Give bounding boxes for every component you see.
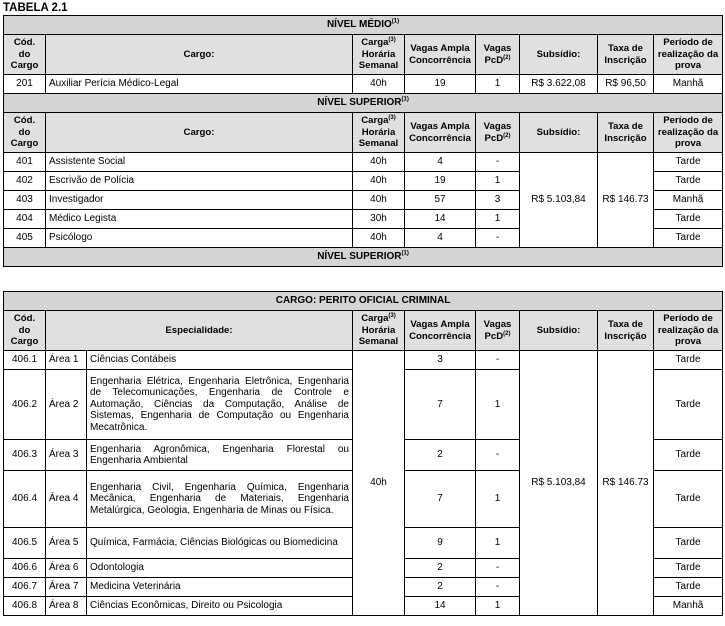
cell-ampla: 19	[405, 172, 476, 191]
cell-carga: 40h	[353, 153, 405, 172]
cell-periodo: Tarde	[654, 578, 723, 597]
table-title: TABELA 2.1	[3, 2, 68, 14]
cell-cod: 406.8	[4, 597, 46, 616]
cell-cod: 406.5	[4, 528, 46, 559]
cell-ampla: 14	[405, 597, 476, 616]
cell-periodo: Tarde	[654, 440, 723, 471]
cell-subsidio: R$ 3.622,08	[520, 75, 598, 94]
cell-ampla: 2	[405, 559, 476, 578]
cell-periodo: Manhã	[654, 191, 723, 210]
section-nivel-superior: NÍVEL SUPERIOR$^{(1)}$	[4, 94, 723, 113]
header-vagas-ampla: Vagas Ampla Concorrência	[405, 311, 476, 351]
cell-cod: 402	[4, 172, 46, 191]
cell-periodo: Tarde	[654, 351, 723, 370]
cell-ampla: 9	[405, 528, 476, 559]
cell-cargo: Investigador	[46, 191, 353, 210]
table-row	[4, 75, 723, 94]
header-vagas-pcd: Vagas PcD$^{(2)}$	[476, 311, 520, 351]
cell-area: Área 5	[46, 528, 87, 559]
cell-taxa: R$ 96,50	[598, 75, 654, 94]
cell-area: Área 6	[46, 559, 87, 578]
cell-cod: 406.1	[4, 351, 46, 370]
cell-carga: 40h	[353, 351, 405, 616]
header-taxa: Taxa de Inscrição	[598, 311, 654, 351]
cell-ampla: 19	[405, 75, 476, 94]
cell-ampla: 2	[405, 578, 476, 597]
header-taxa: Taxa de Inscrição	[598, 35, 654, 75]
cell-pcd: -	[476, 153, 520, 172]
cell-cod: 406.3	[4, 440, 46, 471]
cell-area: Área 7	[46, 578, 87, 597]
cell-pcd: 1	[476, 597, 520, 616]
table-row	[4, 153, 723, 172]
cell-cod: 406.7	[4, 578, 46, 597]
cell-cod: 401	[4, 153, 46, 172]
cell-especialidade: Química, Farmácia, Ciências Biológicas ou Biomedicina	[87, 528, 353, 559]
header-periodo: Período de realização da prova	[654, 113, 723, 153]
cell-carga: 30h	[353, 210, 405, 229]
cell-ampla: 14	[405, 210, 476, 229]
cell-carga: 40h	[353, 229, 405, 248]
header-cod: Cód. do Cargo	[4, 113, 46, 153]
header-cod: Cód. do Cargo	[4, 35, 46, 75]
header-cod: Cód. do Cargo	[4, 311, 46, 351]
section-nivel-medio: NÍVEL MÉDIO$^{(1)}$	[4, 16, 723, 35]
header-vagas-pcd: Vagas PcD$^{(2)}$	[476, 113, 520, 153]
header-especialidade: Especialidade:	[46, 311, 353, 351]
cell-carga: 40h	[353, 172, 405, 191]
perito-table	[3, 291, 723, 616]
cell-pcd: 1	[476, 172, 520, 191]
cell-especialidade: Engenharia Agronômica, Engenharia Florestal ou Engenharia Ambiental	[87, 440, 353, 471]
cell-taxa: R$ 146.73	[598, 153, 654, 248]
cell-pcd: -	[476, 440, 520, 471]
cell-pcd: 1	[476, 75, 520, 94]
cell-pcd: -	[476, 559, 520, 578]
header-periodo: Período de realização da prova	[654, 311, 723, 351]
cell-ampla: 7	[405, 370, 476, 440]
cell-especialidade: Engenharia Elétrica, Engenharia Eletrônica, Engenharia de Telecomunicações, Engenharia de Controle e Automação, Ciências da Computação, Análise de Sistemas, Engenharia de Computação ou Engenharia Mecatrônica.	[87, 370, 353, 440]
cell-subsidio: R$ 5.103,84	[520, 153, 598, 248]
cell-area: Área 4	[46, 471, 87, 528]
vacancies-table	[3, 15, 723, 267]
cell-periodo: Tarde	[654, 172, 723, 191]
cell-periodo: Tarde	[654, 528, 723, 559]
cell-ampla: 3	[405, 351, 476, 370]
cell-area: Área 8	[46, 597, 87, 616]
cell-subsidio: R$ 5.103,84	[520, 351, 598, 616]
header-carga: Carga$^{(3)}$ Horária Semanal	[353, 113, 405, 153]
cell-especialidade: Medicina Veterinária	[87, 578, 353, 597]
cell-taxa: R$ 146.73	[598, 351, 654, 616]
cell-cargo: Escrivão de Polícia	[46, 172, 353, 191]
cell-especialidade: Ciências Contábeis	[87, 351, 353, 370]
cell-especialidade: Odontologia	[87, 559, 353, 578]
cell-pcd: 1	[476, 471, 520, 528]
section-perito: CARGO: PERITO OFICIAL CRIMINAL	[4, 292, 723, 311]
section-nivel-superior-2: NÍVEL SUPERIOR$^{(1)}$	[4, 248, 723, 267]
cell-cod: 201	[4, 75, 46, 94]
cell-periodo: Tarde	[654, 471, 723, 528]
cell-periodo: Manhã	[654, 597, 723, 616]
cell-cod: 405	[4, 229, 46, 248]
header-carga: Carga$^{(3)}$ Horária Semanal	[353, 311, 405, 351]
cell-carga: 40h	[353, 191, 405, 210]
cell-pcd: -	[476, 229, 520, 248]
cell-ampla: 4	[405, 153, 476, 172]
header-subsidio: Subsídio:	[520, 35, 598, 75]
cell-periodo: Manhã	[654, 75, 723, 94]
cell-pcd: -	[476, 351, 520, 370]
cell-periodo: Tarde	[654, 210, 723, 229]
cell-ampla: 2	[405, 440, 476, 471]
cell-pcd: 1	[476, 528, 520, 559]
cell-ampla: 7	[405, 471, 476, 528]
cell-cod: 406.2	[4, 370, 46, 440]
cell-pcd: 3	[476, 191, 520, 210]
header-taxa: Taxa de Inscrição	[598, 113, 654, 153]
cell-cargo: Assistente Social	[46, 153, 353, 172]
cell-carga: 40h	[353, 75, 405, 94]
cell-cod: 404	[4, 210, 46, 229]
header-cargo: Cargo:	[46, 35, 353, 75]
cell-cargo: Auxiliar Perícia Médico-Legal	[46, 75, 353, 94]
cell-cargo: Psicólogo	[46, 229, 353, 248]
header-carga: Carga$^{(3)}$ Horária Semanal	[353, 35, 405, 75]
cell-periodo: Tarde	[654, 153, 723, 172]
cell-periodo: Tarde	[654, 229, 723, 248]
cell-cod: 406.4	[4, 471, 46, 528]
cell-periodo: Tarde	[654, 559, 723, 578]
cell-ampla: 57	[405, 191, 476, 210]
cell-area: Área 2	[46, 370, 87, 440]
cell-cod: 403	[4, 191, 46, 210]
header-vagas-ampla: Vagas Ampla Concorrência	[405, 35, 476, 75]
header-vagas-ampla: Vagas Ampla Concorrência	[405, 113, 476, 153]
cell-pcd: 1	[476, 370, 520, 440]
cell-area: Área 1	[46, 351, 87, 370]
header-subsidio: Subsídio:	[520, 311, 598, 351]
cell-especialidade: Engenharia Civil, Engenharia Química, Engenharia Mecânica, Engenharia de Materiais, Engenharia Metalúrgica, Geologia, Engenharia de Minas ou Física.	[87, 471, 353, 528]
cell-cargo: Médico Legista	[46, 210, 353, 229]
cell-pcd: 1	[476, 210, 520, 229]
cell-pcd: -	[476, 578, 520, 597]
cell-cod: 406.6	[4, 559, 46, 578]
header-periodo: Período de realização da prova	[654, 35, 723, 75]
header-vagas-pcd: Vagas PcD$^{(2)}$	[476, 35, 520, 75]
cell-ampla: 4	[405, 229, 476, 248]
header-cargo: Cargo:	[46, 113, 353, 153]
cell-area: Área 3	[46, 440, 87, 471]
header-subsidio: Subsídio:	[520, 113, 598, 153]
cell-periodo: Tarde	[654, 370, 723, 440]
cell-especialidade: Ciências Econômicas, Direito ou Psicologia	[87, 597, 353, 616]
table-row	[4, 351, 723, 370]
